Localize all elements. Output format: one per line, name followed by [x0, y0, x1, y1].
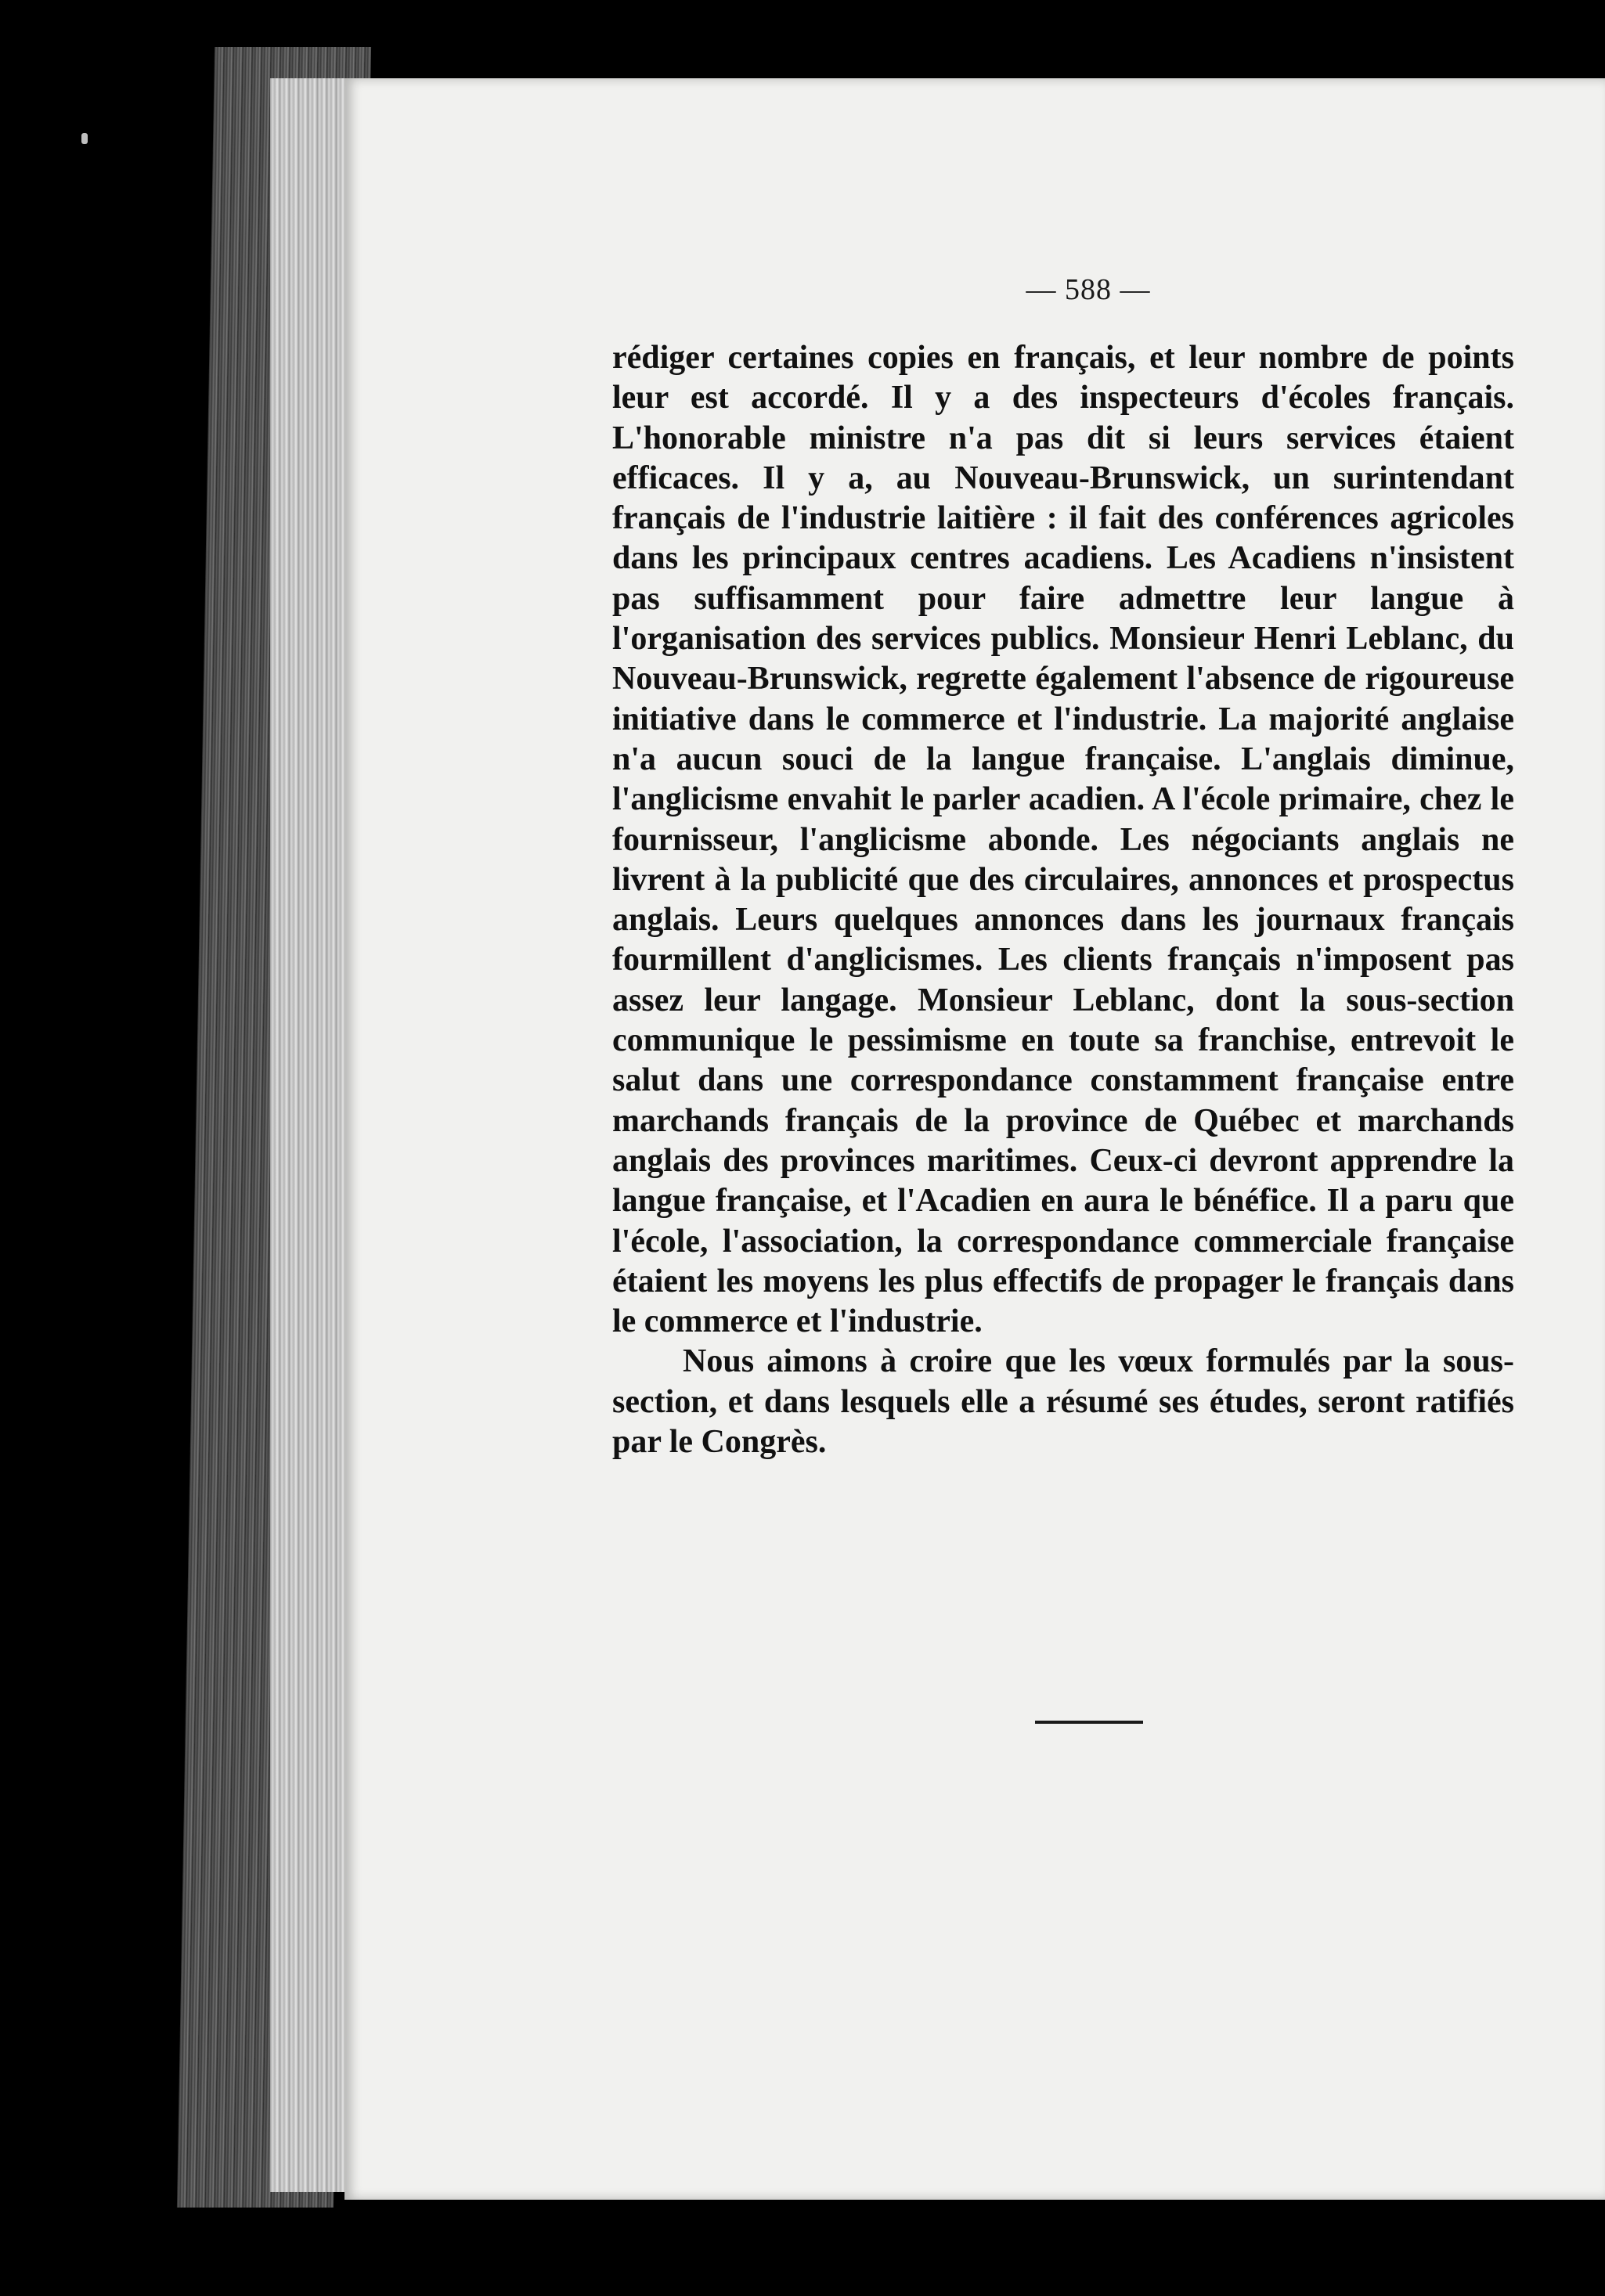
body-text	[612, 338, 1514, 1462]
page-number: — 588 —	[1026, 273, 1151, 306]
paragraph: Nous aimons à croire que les vœux formulés par la sous-section, et dans lesquels elle a résumé ses études, seront ratifiés par le Congrès.	[612, 1343, 1514, 1461]
scan-speck	[81, 133, 88, 144]
paragraph: rédiger certaines copies en français, et leur nombre de points leur est accordé. Il y a des inspecteurs d'écoles français. L'honorable ministre n'a pas dit si leurs services étaient efficaces. Il y a, au Nouveau-Brunswick, un surintendant français de l'industrie laitière : il fait des conférences agricoles dans les principaux centres acadiens. Les Acadiens n'insistent pas suffisamment pour faire admettre leur langue à l'organisation des services publics. Monsieur Henri Leblanc, du Nouveau-Brunswick, regrette également l'absence de rigoureuse initiative dans le commerce et l'industrie. La majorité anglaise n'a aucun souci de la langue française. L'anglais diminue, l'anglicisme envahit le parler acadien. A l'école primaire, chez le fournisseur, l'anglicisme abonde. Les négociants anglais ne livrent à la publicité que des circulaires, annonces et prospectus anglais. Leurs quelques annonces dans les journaux français fourmillent d'anglicismes. Les clients français n'imposent pas assez leur langage. Monsieur Leblanc, dont la sous-section communique le pessimisme en toute sa franchise, entrevoit le salut dans une correspondance constamment française entre marchands français de la province de Québec et marchands anglais des provinces maritimes. Ceux-ci devront apprendre la langue française, et l'Acadien en aura le bénéfice. Il a paru que l'école, l'association, la correspondance commerciale française étaient les moyens les plus effectifs de propager le français dans le commerce et l'industrie.	[612, 340, 1514, 1340]
page-leaves	[270, 78, 344, 2192]
end-rule	[1035, 1721, 1143, 1724]
